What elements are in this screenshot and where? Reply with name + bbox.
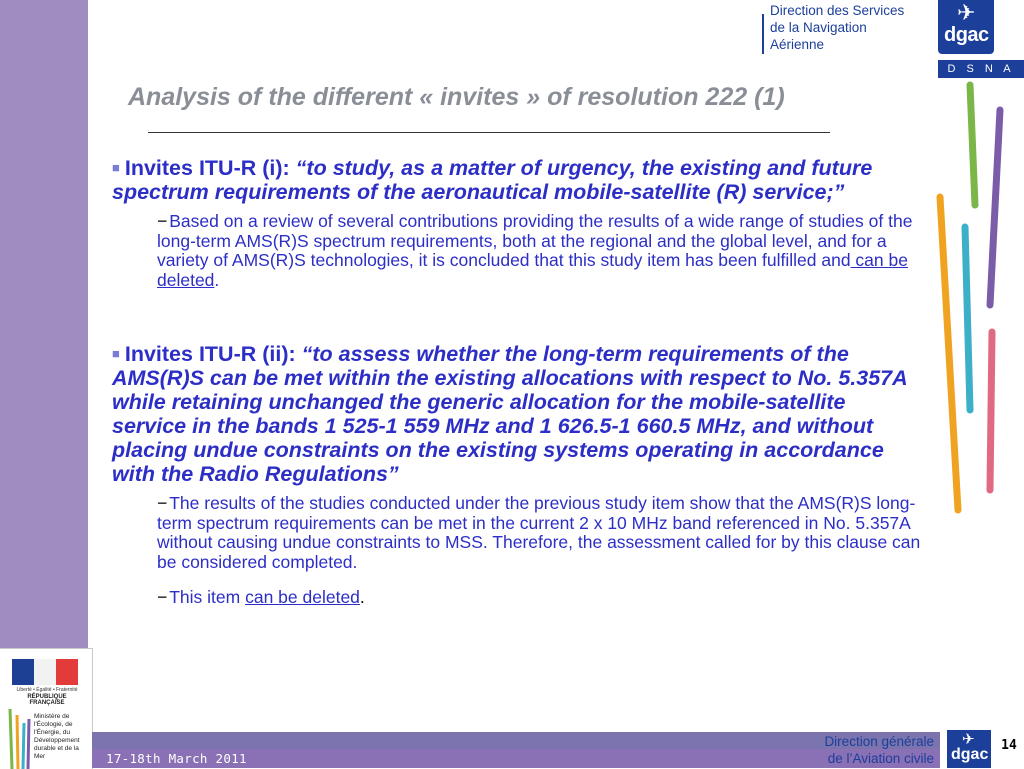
stripe-green bbox=[970, 85, 975, 205]
flag-blue bbox=[12, 659, 34, 685]
header-org-line3: Aérienne bbox=[770, 37, 825, 52]
stripe-purple bbox=[990, 110, 1000, 305]
header-org-line1: Direction des Services bbox=[770, 3, 905, 18]
bird-icon: ✈ bbox=[962, 731, 975, 748]
dash-icon: − bbox=[157, 587, 168, 607]
bullet-square-icon: ■ bbox=[112, 346, 120, 361]
page-number: 14 bbox=[1001, 738, 1017, 753]
bullet-square-icon: ■ bbox=[112, 160, 120, 175]
sub-item bbox=[157, 494, 924, 572]
dash-icon: − bbox=[157, 211, 168, 231]
sub-text: The results of the studies conducted under the previous study item show that the AMS(R)S long-term spectrum requirements can be met in the current 2 x 10 MHz band referenced in No. 5.357A without causing undue constraints to MSS. Therefore, the assessment called for by this clause can be considered completed. bbox=[157, 493, 921, 572]
ministry-stripes-icon bbox=[6, 709, 32, 769]
dsna-label: D S N A bbox=[938, 60, 1024, 78]
sub-item bbox=[157, 588, 924, 608]
sub-end: . bbox=[359, 587, 365, 607]
footer-dgac-logo bbox=[947, 730, 991, 768]
ministry-logo bbox=[0, 648, 93, 769]
sub-end: . bbox=[214, 269, 220, 290]
left-decorative-band bbox=[0, 0, 88, 648]
deleted-link[interactable]: can be deleted bbox=[245, 587, 360, 607]
decorative-stripes bbox=[920, 80, 1020, 520]
header-separator bbox=[762, 14, 764, 54]
sub-text: This item bbox=[169, 587, 246, 607]
bullet-item-1 bbox=[112, 156, 924, 290]
bullet-quote: “to study, as a matter of urgency, the existing and future spectrum requirements of the aeronautical mobile-satellite (R) service;” bbox=[112, 156, 873, 204]
bullet-lead: Invites ITU-R (ii): bbox=[124, 342, 302, 366]
footer-organization bbox=[770, 733, 934, 767]
footer-org-line2: de l’Aviation civile bbox=[827, 751, 934, 766]
ministry-name: Ministère de l'Écologie, de l'Énergie, du Développement durable et de la Mer bbox=[34, 713, 80, 760]
header-organization bbox=[770, 2, 935, 53]
stripe-orange bbox=[940, 197, 958, 510]
header-org-line2: de la Navigation bbox=[770, 20, 867, 35]
footer-logo-text: dgac bbox=[951, 746, 989, 763]
stripe-pink bbox=[990, 332, 992, 490]
sub-text: Based on a review of several contributions providing the results of a wide range of studies of the long-term AMS(R)S spectrum requirements, both at the regional and the global level, and for a variety of AMS(R)S technologies, it is concluded that this study item has been fulfilled and bbox=[157, 211, 913, 270]
bullet-quote: “to assess whether the long-term requirements of the AMS(R)S can be met within the existing allocations with respect to No. 5.357A while retaining unchanged the generic allocation for the mobile-satellite service in the bands 1 525-1 559 MHz and 1 626.5-1 660.5 MHz, and without placing undue constraints on the existing systems operating in accordance with the Radio Regulations” bbox=[112, 342, 907, 486]
footer-org-line1: Direction générale bbox=[824, 734, 934, 749]
sub-item bbox=[157, 212, 924, 290]
stripe-cyan bbox=[965, 227, 970, 410]
dash-icon: − bbox=[157, 493, 168, 513]
dgac-logo-text: dgac bbox=[944, 24, 989, 46]
flag-red bbox=[56, 659, 78, 685]
republic-name: RÉPUBLIQUE FRANÇAISE bbox=[27, 694, 67, 706]
bullet-item-2 bbox=[112, 342, 924, 608]
footer-date: 17-18th March 2011 bbox=[106, 751, 247, 766]
spacer bbox=[112, 290, 924, 342]
republic-motto: Liberté • Égalité • Fraternité bbox=[16, 687, 78, 693]
slide-content bbox=[112, 156, 924, 608]
slide-title: Analysis of the different « invites » of resolution 222 (1) bbox=[128, 83, 785, 111]
french-flag-icon bbox=[12, 659, 78, 685]
bird-icon: ✈ bbox=[957, 0, 976, 25]
deleted-link[interactable]: can be deleted bbox=[157, 250, 908, 290]
bullet-lead: Invites ITU-R (i): bbox=[124, 156, 296, 180]
flag-white bbox=[34, 659, 56, 685]
title-underline bbox=[148, 132, 830, 133]
dgac-logo bbox=[938, 0, 994, 54]
